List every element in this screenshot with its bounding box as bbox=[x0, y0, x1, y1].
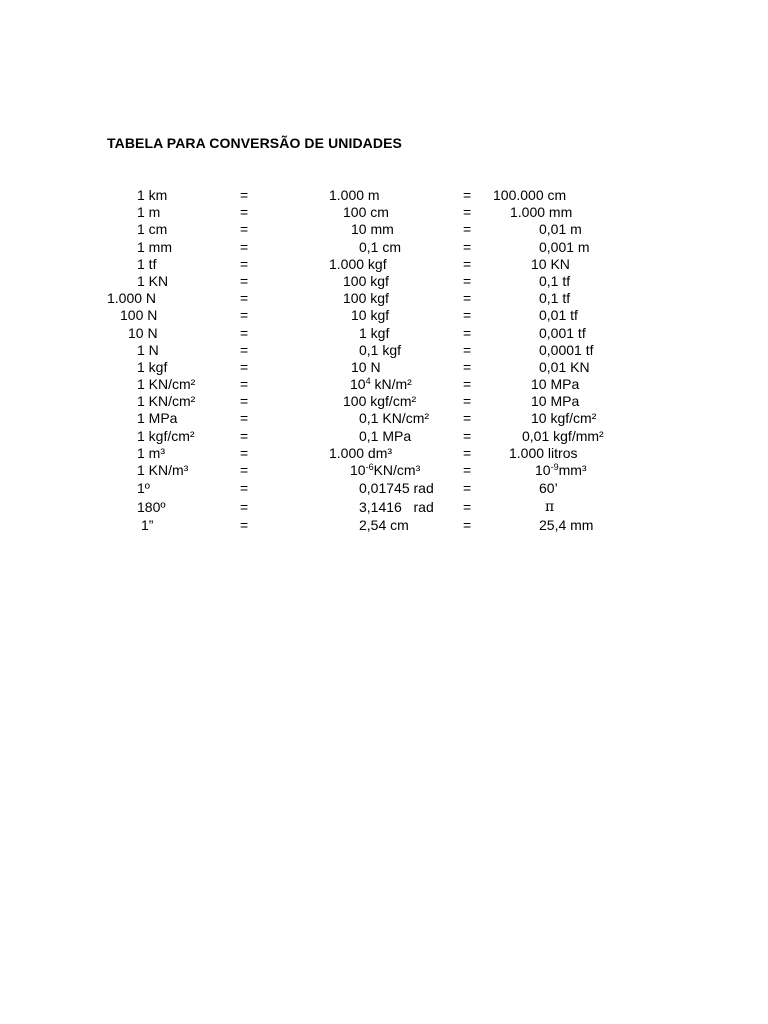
equals-sign: = bbox=[463, 376, 472, 393]
middle-value: 0,01745 rad bbox=[359, 480, 434, 497]
equals-sign: = bbox=[240, 358, 249, 375]
table-row bbox=[0, 342, 768, 359]
middle-value: 3,1416 rad bbox=[359, 499, 434, 516]
left-value: 1 kgf bbox=[137, 358, 168, 375]
equals-sign: = bbox=[463, 427, 472, 444]
equals-sign: = bbox=[240, 238, 249, 255]
equals-sign: = bbox=[463, 324, 472, 341]
table-row bbox=[0, 325, 768, 342]
middle-value: 1.000 m bbox=[329, 187, 380, 203]
equals-sign: = bbox=[240, 187, 249, 203]
table-row bbox=[0, 273, 768, 290]
right-value: 0,001 m bbox=[539, 238, 590, 255]
table-row bbox=[0, 428, 768, 445]
right-value: 0,01 KN bbox=[539, 358, 590, 375]
equals-sign: = bbox=[463, 462, 472, 478]
equals-sign: = bbox=[463, 221, 472, 238]
equals-sign: = bbox=[463, 272, 472, 289]
right-value-unit: mm³ bbox=[558, 462, 587, 478]
equals-sign: = bbox=[463, 307, 472, 324]
middle-value-exponent: -6 bbox=[365, 462, 374, 472]
left-value: 1º bbox=[137, 480, 150, 497]
left-value: 180º bbox=[137, 499, 166, 516]
table-row bbox=[0, 393, 768, 410]
table-row bbox=[0, 462, 768, 479]
right-value: 10 MPa bbox=[531, 376, 580, 393]
equals-sign: = bbox=[463, 238, 472, 255]
equals-sign: = bbox=[240, 255, 249, 272]
left-value: 1 m bbox=[137, 204, 161, 221]
table-row bbox=[0, 445, 768, 462]
middle-value-unit: kN/m² bbox=[370, 376, 412, 393]
right-value: 0,0001 tf bbox=[539, 341, 594, 358]
middle-value: 100 kgf bbox=[343, 290, 389, 307]
equals-sign: = bbox=[240, 427, 249, 444]
equals-sign: = bbox=[240, 462, 249, 478]
table-row bbox=[0, 410, 768, 427]
middle-value-base: 10 bbox=[350, 462, 366, 478]
middle-value: 100 kgf bbox=[343, 272, 389, 289]
left-value: 1 cm bbox=[137, 221, 168, 238]
equals-sign: = bbox=[240, 341, 249, 358]
equals-sign: = bbox=[240, 272, 249, 289]
page-title: TABELA PARA CONVERSÃO DE UNIDADES bbox=[107, 135, 402, 151]
equals-sign: = bbox=[463, 255, 472, 272]
table-row bbox=[0, 187, 768, 204]
middle-value: 0,1 MPa bbox=[359, 427, 412, 444]
left-value: 1 m³ bbox=[137, 444, 165, 461]
table-row bbox=[0, 498, 768, 517]
middle-value: 1.000 dm³ bbox=[329, 444, 393, 461]
equals-sign: = bbox=[240, 444, 249, 461]
equals-sign: = bbox=[463, 187, 472, 203]
equals-sign: = bbox=[240, 221, 249, 238]
table-row bbox=[0, 376, 768, 393]
right-value: 10 KN bbox=[531, 255, 570, 272]
middle-value: 10 kgf bbox=[351, 307, 390, 324]
right-value: 10 kgf/cm² bbox=[531, 410, 597, 427]
left-value: 1 KN bbox=[137, 272, 169, 289]
right-value: 60’ bbox=[539, 480, 558, 497]
left-value: 100 N bbox=[120, 307, 158, 324]
table-row bbox=[0, 307, 768, 324]
equals-sign: = bbox=[463, 290, 472, 307]
equals-sign: = bbox=[240, 204, 249, 221]
middle-value: 10 mm bbox=[351, 221, 394, 238]
left-value: 1 KN/m³ bbox=[137, 462, 189, 478]
right-value-exponent: -9 bbox=[550, 462, 559, 472]
middle-value: 2,54 cm bbox=[359, 517, 409, 534]
middle-value: 100 cm bbox=[343, 204, 389, 221]
right-value: 0,1 tf bbox=[539, 290, 571, 307]
left-value: 1.000 N bbox=[107, 290, 157, 307]
equals-sign: = bbox=[240, 290, 249, 307]
middle-value-base: 10 bbox=[350, 376, 366, 393]
middle-value: 1.000 kgf bbox=[329, 255, 387, 272]
right-value: 25,4 mm bbox=[539, 517, 594, 534]
equals-sign: = bbox=[463, 204, 472, 221]
equals-sign: = bbox=[240, 324, 249, 341]
table-row bbox=[0, 239, 768, 256]
table-row bbox=[0, 359, 768, 376]
middle-value: 0,1 kgf bbox=[359, 341, 402, 358]
right-value: 100.000 cm bbox=[493, 187, 567, 203]
middle-value: 0,1 cm bbox=[359, 238, 402, 255]
equals-sign: = bbox=[240, 410, 249, 427]
left-value: 1 N bbox=[137, 341, 159, 358]
left-value: 1” bbox=[141, 517, 154, 534]
equals-sign: = bbox=[463, 499, 472, 516]
right-value: 0,001 tf bbox=[539, 324, 586, 341]
table-row bbox=[0, 517, 768, 534]
right-value: 10 MPa bbox=[531, 393, 580, 410]
middle-value: 100 kgf/cm² bbox=[343, 393, 417, 410]
middle-value: 1 kgf bbox=[359, 324, 390, 341]
equals-sign: = bbox=[240, 307, 249, 324]
middle-value: 0,1 KN/cm² bbox=[359, 410, 430, 427]
right-value: 0,01 kgf/mm² bbox=[522, 427, 604, 444]
equals-sign: = bbox=[240, 393, 249, 410]
equals-sign: = bbox=[463, 341, 472, 358]
left-value: 1 kgf/cm² bbox=[137, 427, 195, 444]
middle-value bbox=[350, 376, 412, 393]
middle-value-unit: KN/cm³ bbox=[373, 462, 421, 478]
equals-sign: = bbox=[463, 480, 472, 497]
left-value: 10 N bbox=[128, 324, 158, 341]
middle-value-exponent: 4 bbox=[365, 376, 371, 387]
left-value: 1 km bbox=[137, 187, 168, 203]
left-value: 1 KN/cm² bbox=[137, 393, 196, 410]
left-value: 1 MPa bbox=[137, 410, 178, 427]
conversion-table bbox=[0, 187, 768, 534]
table-row bbox=[0, 290, 768, 307]
equals-sign: = bbox=[240, 376, 249, 393]
left-value: 1 mm bbox=[137, 238, 172, 255]
right-value: 0,1 tf bbox=[539, 272, 571, 289]
middle-value: 10 N bbox=[351, 358, 381, 375]
right-value-base: 10 bbox=[535, 462, 551, 478]
table-row bbox=[0, 221, 768, 238]
table-row bbox=[0, 204, 768, 221]
equals-sign: = bbox=[463, 517, 472, 534]
equals-sign: = bbox=[463, 444, 472, 461]
equals-sign: = bbox=[240, 499, 249, 516]
equals-sign: = bbox=[240, 480, 249, 497]
right-value: 1.000 litros bbox=[509, 444, 578, 461]
left-value: 1 KN/cm² bbox=[137, 376, 196, 393]
equals-sign: = bbox=[240, 517, 249, 534]
equals-sign: = bbox=[463, 358, 472, 375]
left-value: 1 tf bbox=[137, 255, 157, 272]
right-value: 1.000 mm bbox=[510, 204, 573, 221]
equals-sign: = bbox=[463, 410, 472, 427]
table-row bbox=[0, 479, 768, 498]
right-value bbox=[535, 462, 587, 479]
right-value: π bbox=[545, 499, 555, 516]
right-value: 0,01 m bbox=[539, 221, 582, 238]
table-row bbox=[0, 256, 768, 273]
middle-value bbox=[350, 462, 420, 479]
right-value: 0,01 tf bbox=[539, 307, 578, 324]
equals-sign: = bbox=[463, 393, 472, 410]
